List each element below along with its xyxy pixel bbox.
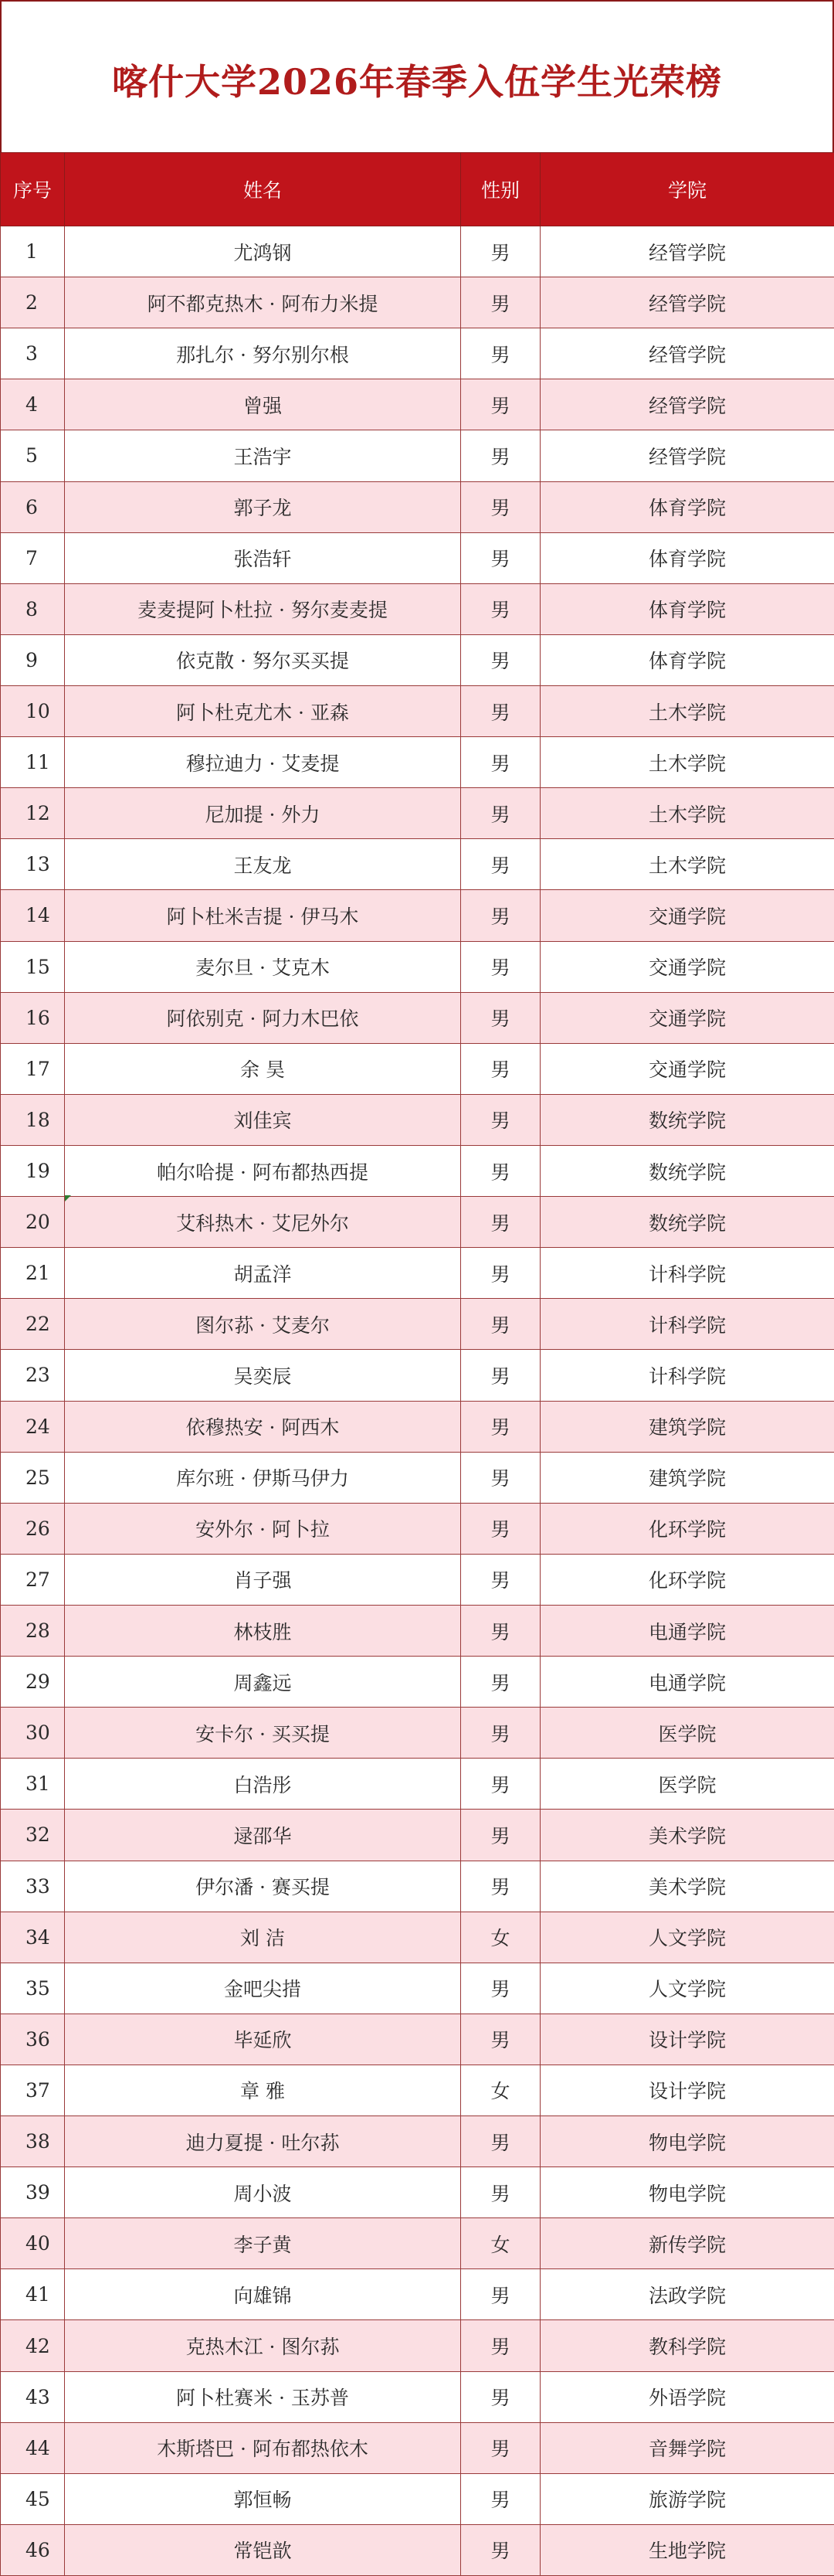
row-college: 美术学院 — [541, 1861, 834, 1912]
row-name: 毕延欣 — [65, 2014, 461, 2065]
row-index: 23 — [1, 1350, 65, 1401]
row-index: 14 — [1, 890, 65, 941]
table-row — [1, 2218, 834, 2269]
row-name: 阿卜杜赛米 · 玉苏普 — [65, 2371, 461, 2422]
table-row — [1, 226, 834, 277]
row-name: 胡孟洋 — [65, 1248, 461, 1299]
row-college: 电通学院 — [541, 1605, 834, 1656]
table-row — [1, 2422, 834, 2473]
row-index: 17 — [1, 1043, 65, 1094]
row-gender: 男 — [461, 634, 541, 685]
row-index: 21 — [1, 1248, 65, 1299]
row-name: 林枝胜 — [65, 1605, 461, 1656]
table-row — [1, 277, 834, 328]
row-college: 教科学院 — [541, 2320, 834, 2371]
table-row — [1, 1452, 834, 1503]
row-index: 9 — [1, 634, 65, 685]
row-name: 周小波 — [65, 2167, 461, 2218]
row-index: 6 — [1, 481, 65, 532]
row-index: 28 — [1, 1605, 65, 1656]
row-index: 16 — [1, 992, 65, 1043]
row-gender: 男 — [461, 1145, 541, 1196]
row-college: 经管学院 — [541, 226, 834, 277]
row-college: 物电学院 — [541, 2116, 834, 2167]
row-name: 库尔班 · 伊斯马伊力 — [65, 1452, 461, 1503]
row-name: 穆拉迪力 · 艾麦提 — [65, 737, 461, 788]
table-row — [1, 2473, 834, 2524]
row-index: 5 — [1, 430, 65, 481]
row-name: 尤鸿钢 — [65, 226, 461, 277]
row-index: 10 — [1, 685, 65, 736]
table-row — [1, 379, 834, 430]
row-gender: 男 — [461, 2371, 541, 2422]
row-index: 22 — [1, 1299, 65, 1350]
table-row — [1, 2167, 834, 2218]
row-gender: 男 — [461, 1248, 541, 1299]
row-college: 体育学院 — [541, 583, 834, 634]
row-gender: 男 — [461, 1963, 541, 2014]
row-college: 计科学院 — [541, 1350, 834, 1401]
row-name: 刘佳宾 — [65, 1094, 461, 1145]
row-name: 王友龙 — [65, 839, 461, 890]
row-college: 外语学院 — [541, 2371, 834, 2422]
row-name: 吴奕辰 — [65, 1350, 461, 1401]
row-college: 体育学院 — [541, 481, 834, 532]
row-college: 计科学院 — [541, 1299, 834, 1350]
row-college: 体育学院 — [541, 634, 834, 685]
row-gender: 男 — [461, 839, 541, 890]
row-name: 那扎尔 · 努尔别尔根 — [65, 328, 461, 379]
row-name: 曾强 — [65, 379, 461, 430]
row-college: 美术学院 — [541, 1810, 834, 1861]
row-index: 45 — [1, 2473, 65, 2524]
row-college: 经管学院 — [541, 379, 834, 430]
row-index: 25 — [1, 1452, 65, 1503]
row-college: 交通学院 — [541, 1043, 834, 1094]
table-row — [1, 839, 834, 890]
table-row — [1, 1554, 834, 1605]
table-row — [1, 1657, 834, 1708]
row-name: 图尔荪 · 艾麦尔 — [65, 1299, 461, 1350]
row-gender: 男 — [461, 430, 541, 481]
row-name: 郭子龙 — [65, 481, 461, 532]
row-name: 伊尔潘 · 赛买提 — [65, 1861, 461, 1912]
row-gender: 男 — [461, 328, 541, 379]
row-gender: 男 — [461, 1554, 541, 1605]
table-row — [1, 2014, 834, 2065]
table-row — [1, 2065, 834, 2116]
row-gender: 男 — [461, 2320, 541, 2371]
row-name: 王浩宇 — [65, 430, 461, 481]
table-row — [1, 685, 834, 736]
row-name: 章 雅 — [65, 2065, 461, 2116]
row-gender: 男 — [461, 737, 541, 788]
row-index: 15 — [1, 941, 65, 992]
table-row — [1, 1605, 834, 1656]
row-college: 音舞学院 — [541, 2422, 834, 2473]
row-index: 35 — [1, 1963, 65, 2014]
row-index: 40 — [1, 2218, 65, 2269]
row-gender: 男 — [461, 2524, 541, 2575]
page-title: 喀什大学2026年春季入伍学生光荣榜 — [112, 54, 722, 105]
row-index: 29 — [1, 1657, 65, 1708]
row-name: 麦尔旦 · 艾克木 — [65, 941, 461, 992]
table-row — [1, 1503, 834, 1554]
row-gender: 女 — [461, 2065, 541, 2116]
table-row — [1, 1197, 834, 1248]
table-row — [1, 1810, 834, 1861]
row-college: 建筑学院 — [541, 1452, 834, 1503]
row-name: 郭恒畅 — [65, 2473, 461, 2524]
row-name: 阿卜杜克尤木 · 亚森 — [65, 685, 461, 736]
row-college: 数统学院 — [541, 1094, 834, 1145]
row-index: 43 — [1, 2371, 65, 2422]
table-row — [1, 941, 834, 992]
table-row — [1, 1248, 834, 1299]
row-index: 31 — [1, 1759, 65, 1810]
row-college: 人文学院 — [541, 1912, 834, 1963]
row-index: 3 — [1, 328, 65, 379]
row-college: 土木学院 — [541, 737, 834, 788]
row-index: 32 — [1, 1810, 65, 1861]
row-name: 安外尔 · 阿卜拉 — [65, 1503, 461, 1554]
row-index: 34 — [1, 1912, 65, 1963]
row-gender: 男 — [461, 1299, 541, 1350]
row-name: 阿依别克 · 阿力木巴依 — [65, 992, 461, 1043]
table-row — [1, 2269, 834, 2320]
row-college: 经管学院 — [541, 277, 834, 328]
row-index: 4 — [1, 379, 65, 430]
row-gender: 男 — [461, 1810, 541, 1861]
row-index: 42 — [1, 2320, 65, 2371]
row-gender: 男 — [461, 788, 541, 839]
table-row — [1, 328, 834, 379]
row-college: 数统学院 — [541, 1145, 834, 1196]
table-row — [1, 1963, 834, 2014]
row-college: 土木学院 — [541, 788, 834, 839]
table-row — [1, 1708, 834, 1759]
table-row — [1, 532, 834, 583]
row-gender: 男 — [461, 890, 541, 941]
row-gender: 男 — [461, 2116, 541, 2167]
roster-table — [0, 152, 834, 2576]
table-body — [1, 226, 834, 2576]
row-index: 24 — [1, 1401, 65, 1452]
table-row — [1, 2116, 834, 2167]
row-college: 建筑学院 — [541, 1401, 834, 1452]
row-gender: 男 — [461, 2269, 541, 2320]
row-college: 化环学院 — [541, 1503, 834, 1554]
table-row — [1, 788, 834, 839]
row-college: 新传学院 — [541, 2218, 834, 2269]
row-index: 44 — [1, 2422, 65, 2473]
header-name: 姓名 — [65, 153, 461, 226]
row-gender: 男 — [461, 1708, 541, 1759]
row-college: 电通学院 — [541, 1657, 834, 1708]
row-college: 交通学院 — [541, 992, 834, 1043]
row-index: 19 — [1, 1145, 65, 1196]
row-name: 余 昊 — [65, 1043, 461, 1094]
row-gender: 男 — [461, 941, 541, 992]
row-index: 1 — [1, 226, 65, 277]
table-row — [1, 1350, 834, 1401]
table-row — [1, 737, 834, 788]
row-college: 体育学院 — [541, 532, 834, 583]
row-gender: 男 — [461, 1197, 541, 1248]
row-name: 艾科热木 · 艾尼外尔 — [65, 1197, 461, 1248]
table-row — [1, 992, 834, 1043]
row-gender: 男 — [461, 2014, 541, 2065]
row-name: 木斯塔巴 · 阿布都热依木 — [65, 2422, 461, 2473]
row-name: 张浩轩 — [65, 532, 461, 583]
row-gender: 男 — [461, 1094, 541, 1145]
table-row — [1, 1145, 834, 1196]
header-index: 序号 — [1, 153, 65, 226]
row-name: 安卡尔 · 买买提 — [65, 1708, 461, 1759]
row-gender: 女 — [461, 1912, 541, 1963]
row-gender: 男 — [461, 685, 541, 736]
row-gender: 男 — [461, 379, 541, 430]
row-gender: 男 — [461, 1605, 541, 1656]
row-name: 迪力夏提 · 吐尔荪 — [65, 2116, 461, 2167]
row-college: 人文学院 — [541, 1963, 834, 2014]
row-index: 8 — [1, 583, 65, 634]
row-gender: 男 — [461, 481, 541, 532]
row-college: 土木学院 — [541, 839, 834, 890]
row-gender: 男 — [461, 1657, 541, 1708]
row-name: 白浩彤 — [65, 1759, 461, 1810]
row-index: 26 — [1, 1503, 65, 1554]
row-college: 生地学院 — [541, 2524, 834, 2575]
row-name: 阿不都克热木 · 阿布力米提 — [65, 277, 461, 328]
table-row — [1, 583, 834, 634]
row-college: 土木学院 — [541, 685, 834, 736]
row-name: 依穆热安 · 阿西木 — [65, 1401, 461, 1452]
row-name: 麦麦提阿卜杜拉 · 努尔麦麦提 — [65, 583, 461, 634]
table-header-row — [1, 153, 834, 226]
row-gender: 男 — [461, 1350, 541, 1401]
row-gender: 女 — [461, 2218, 541, 2269]
header-college: 学院 — [541, 153, 834, 226]
row-college: 经管学院 — [541, 430, 834, 481]
row-college: 设计学院 — [541, 2065, 834, 2116]
row-index: 2 — [1, 277, 65, 328]
row-index: 46 — [1, 2524, 65, 2575]
table-row — [1, 890, 834, 941]
row-gender: 男 — [461, 1503, 541, 1554]
row-index: 11 — [1, 737, 65, 788]
row-index: 33 — [1, 1861, 65, 1912]
row-index: 30 — [1, 1708, 65, 1759]
row-gender: 男 — [461, 583, 541, 634]
row-college: 计科学院 — [541, 1248, 834, 1299]
row-index: 20 — [1, 1197, 65, 1248]
table-row — [1, 634, 834, 685]
row-college: 经管学院 — [541, 328, 834, 379]
row-gender: 男 — [461, 2167, 541, 2218]
row-index: 36 — [1, 2014, 65, 2065]
table-row — [1, 1043, 834, 1094]
title-banner — [0, 0, 834, 152]
table-row — [1, 430, 834, 481]
row-index: 27 — [1, 1554, 65, 1605]
row-gender: 男 — [461, 1452, 541, 1503]
row-gender: 男 — [461, 532, 541, 583]
row-name: 常铠歆 — [65, 2524, 461, 2575]
row-name: 逯邵华 — [65, 1810, 461, 1861]
row-name: 向雄锦 — [65, 2269, 461, 2320]
row-index: 13 — [1, 839, 65, 890]
table-row — [1, 2320, 834, 2371]
row-college: 设计学院 — [541, 2014, 834, 2065]
row-college: 旅游学院 — [541, 2473, 834, 2524]
row-college: 医学院 — [541, 1708, 834, 1759]
table-row — [1, 1299, 834, 1350]
table-row — [1, 1912, 834, 1963]
row-gender: 男 — [461, 1043, 541, 1094]
row-name: 阿卜杜米吉提 · 伊马木 — [65, 890, 461, 941]
cell-comment-marker — [65, 1195, 71, 1201]
row-name: 克热木江 · 图尔荪 — [65, 2320, 461, 2371]
row-college: 化环学院 — [541, 1554, 834, 1605]
row-gender: 男 — [461, 2473, 541, 2524]
row-index: 12 — [1, 788, 65, 839]
row-name: 周鑫远 — [65, 1657, 461, 1708]
row-gender: 男 — [461, 1759, 541, 1810]
table-row — [1, 481, 834, 532]
row-gender: 男 — [461, 226, 541, 277]
row-index: 38 — [1, 2116, 65, 2167]
row-index: 39 — [1, 2167, 65, 2218]
table-row — [1, 1759, 834, 1810]
row-gender: 男 — [461, 277, 541, 328]
row-name: 金吧尖措 — [65, 1963, 461, 2014]
row-gender: 男 — [461, 2422, 541, 2473]
row-college: 交通学院 — [541, 890, 834, 941]
row-name: 尼加提 · 外力 — [65, 788, 461, 839]
row-gender: 男 — [461, 992, 541, 1043]
row-index: 41 — [1, 2269, 65, 2320]
row-gender: 男 — [461, 1401, 541, 1452]
table-row — [1, 1094, 834, 1145]
row-index: 37 — [1, 2065, 65, 2116]
row-name: 李子黄 — [65, 2218, 461, 2269]
row-name: 肖子强 — [65, 1554, 461, 1605]
table-row — [1, 1401, 834, 1452]
row-college: 物电学院 — [541, 2167, 834, 2218]
row-gender: 男 — [461, 1861, 541, 1912]
row-name: 依克散 · 努尔买买提 — [65, 634, 461, 685]
header-gender: 性别 — [461, 153, 541, 226]
row-college: 法政学院 — [541, 2269, 834, 2320]
table-row — [1, 2371, 834, 2422]
row-college: 交通学院 — [541, 941, 834, 992]
row-college: 医学院 — [541, 1759, 834, 1810]
row-name: 帕尔哈提 · 阿布都热西提 — [65, 1145, 461, 1196]
table-row — [1, 1861, 834, 1912]
row-index: 18 — [1, 1094, 65, 1145]
row-college: 数统学院 — [541, 1197, 834, 1248]
row-index: 7 — [1, 532, 65, 583]
row-name: 刘 洁 — [65, 1912, 461, 1963]
